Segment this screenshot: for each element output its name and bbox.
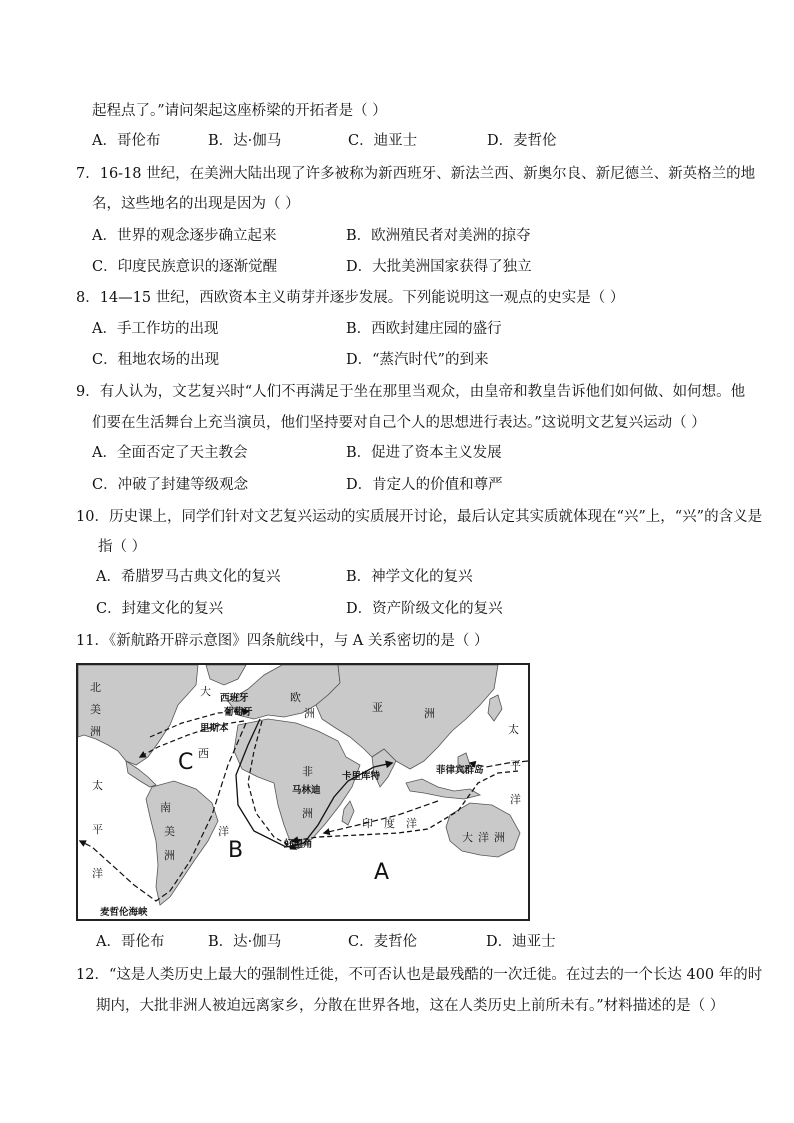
label-atlantic-3: 洋 bbox=[218, 825, 229, 838]
label-south-america-3: 洲 bbox=[164, 849, 175, 862]
q11-stem: 11．《新航路开辟示意图》四条航线中，与 A 关系密切的是（ ） bbox=[76, 633, 489, 649]
q11-option-a[interactable]: A．哥伦布 bbox=[96, 934, 165, 950]
label-route-c: C bbox=[178, 750, 194, 775]
q11-option-d[interactable]: D．迪亚士 bbox=[486, 934, 556, 950]
label-pacific-west-1: 太 bbox=[92, 779, 103, 792]
q7-stem-line1: 7．16-18 世纪，在美洲大陆出现了许多被称为新西班牙、新法兰西、新奥尔良、新尼德兰、新英格兰的地 bbox=[76, 166, 756, 182]
label-europe-2: 洲 bbox=[304, 707, 315, 720]
label-spain: 西班牙 bbox=[220, 693, 249, 704]
label-pacific-east-1: 太 bbox=[508, 723, 519, 736]
label-europe-1: 欧 bbox=[290, 691, 301, 704]
label-australia-2: 洋 bbox=[478, 831, 489, 844]
q10-stem-line2: 指（ ） bbox=[98, 539, 147, 555]
label-australia-3: 洲 bbox=[494, 831, 505, 844]
q7-option-c[interactable]: C．印度民族意识的逐渐觉醒 bbox=[92, 259, 278, 275]
label-atlantic-1: 大 bbox=[200, 685, 211, 698]
label-australia-1: 大 bbox=[462, 831, 473, 844]
q7-option-d[interactable]: D．大批美洲国家获得了独立 bbox=[346, 259, 532, 275]
label-indian-ocean-2: 度 bbox=[384, 817, 395, 830]
label-atlantic-2: 西 bbox=[198, 747, 209, 760]
greenland-shape bbox=[206, 665, 246, 685]
label-north-america-3: 洲 bbox=[90, 725, 101, 738]
new-routes-map bbox=[76, 663, 530, 921]
q8-option-b[interactable]: B．西欧封建庄园的盛行 bbox=[346, 321, 502, 337]
label-calicut: 卡里库特 bbox=[342, 771, 381, 782]
japan-shape bbox=[488, 695, 502, 721]
q8-option-a[interactable]: A．手工作坊的出现 bbox=[92, 321, 219, 337]
q9-stem-line2: 们要在生活舞台上充当演员，他们坚持要对自己个人的思想进行表达。”这说明文艺复兴运动（ ） bbox=[92, 415, 706, 431]
central-america-shape bbox=[126, 761, 156, 787]
q7-stem-line2: 名，这些地名的出现是因为（ ） bbox=[92, 196, 300, 212]
route-magellan-indian-line bbox=[324, 801, 438, 833]
q12-stem-line1: 12．“这是人类历史上最大的强制性迁徙，不可否认也是最残酷的一次迁徙。在过去的一个长达 400 年的时 bbox=[76, 967, 763, 983]
label-magellan-strait: 麦哲伦海峡 bbox=[100, 907, 148, 918]
world-map-svg bbox=[78, 665, 528, 919]
label-south-america-1: 南 bbox=[160, 801, 171, 814]
q6-option-b[interactable]: B．达·伽马 bbox=[208, 133, 282, 149]
australia-shape bbox=[446, 803, 520, 857]
q9-stem-line1: 9．有人认为，文艺复兴时“人们不再满足于坐在那里当观众，由皇帝和教皇告诉他们如何做、如何想。他 bbox=[76, 384, 746, 400]
label-route-b: B bbox=[228, 838, 244, 863]
label-south-america-2: 美 bbox=[164, 825, 175, 838]
q6-option-c[interactable]: C．迪亚士 bbox=[348, 133, 418, 149]
q10-option-b[interactable]: B．神学文化的复兴 bbox=[346, 569, 473, 585]
label-pacific-west-2: 平 bbox=[92, 823, 103, 836]
label-lisbon: 里斯本 bbox=[200, 723, 229, 734]
q10-stem-line1: 10．历史课上，同学们针对文艺复兴运动的实质展开讨论，最后认定其实质就体现在“兴”上，“兴”的含义是 bbox=[76, 509, 763, 525]
label-portugal: 葡萄牙 bbox=[224, 707, 253, 718]
south-america-shape bbox=[146, 781, 218, 905]
q6-continuation: 起程点了。”请问架起这座桥梁的开拓者是（ ） bbox=[92, 103, 387, 119]
q9-option-b[interactable]: B．促进了资本主义发展 bbox=[346, 445, 502, 461]
label-asia-2: 洲 bbox=[424, 707, 435, 720]
q8-option-d[interactable]: D．“蒸汽时代”的到来 bbox=[346, 352, 489, 368]
label-indian-ocean-1: 印 bbox=[362, 817, 373, 830]
label-pacific-east-3: 洋 bbox=[510, 793, 521, 806]
q6-option-a[interactable]: A．哥伦布 bbox=[92, 133, 161, 149]
label-good-hope: 好望角 bbox=[284, 839, 313, 850]
label-indian-ocean-3: 洋 bbox=[406, 817, 417, 830]
q9-option-c[interactable]: C．冲破了封建等级观念 bbox=[92, 477, 249, 493]
q8-option-c[interactable]: C．租地农场的出现 bbox=[92, 352, 220, 368]
q7-option-a[interactable]: A．世界的观念逐步确立起来 bbox=[92, 228, 277, 244]
label-africa-2: 洲 bbox=[302, 807, 313, 820]
label-africa-1: 非 bbox=[302, 765, 313, 778]
label-pacific-west-3: 洋 bbox=[92, 867, 103, 880]
label-north-america-2: 美 bbox=[90, 703, 101, 716]
q11-option-b[interactable]: B．达·伽马 bbox=[208, 934, 282, 950]
q9-option-d[interactable]: D．肯定人的价值和尊严 bbox=[346, 477, 503, 493]
q10-option-d[interactable]: D．资产阶级文化的复兴 bbox=[346, 601, 503, 617]
label-route-a: A bbox=[374, 860, 390, 885]
label-pacific-east-2: 平 bbox=[510, 759, 521, 772]
q9-option-a[interactable]: A．全面否定了天主教会 bbox=[92, 445, 248, 461]
q6-option-d[interactable]: D．麦哲伦 bbox=[487, 133, 557, 149]
q11-option-c[interactable]: C．麦哲伦 bbox=[348, 934, 418, 950]
q8-stem: 8．14—15 世纪，西欧资本主义萌芽并逐步发展。下列能说明这一观点的史实是（ ） bbox=[76, 290, 625, 306]
q10-option-a[interactable]: A．希腊罗马古典文化的复兴 bbox=[96, 569, 281, 585]
q7-option-b[interactable]: B．欧洲殖民者对美洲的掠夺 bbox=[346, 228, 531, 244]
q12-stem-line2: 期内，大批非洲人被迫远离家乡，分散在世界各地，这在人类历史上前所未有。”材料描述的是（ ） bbox=[96, 998, 725, 1014]
label-north-america-1: 北 bbox=[90, 681, 101, 694]
q10-option-c[interactable]: C．封建文化的复兴 bbox=[96, 601, 224, 617]
madagascar-shape bbox=[342, 801, 354, 825]
label-malindi: 马林迪 bbox=[292, 785, 321, 796]
label-philippines: 菲律宾群岛 bbox=[436, 765, 484, 776]
label-asia-1: 亚 bbox=[372, 701, 383, 714]
